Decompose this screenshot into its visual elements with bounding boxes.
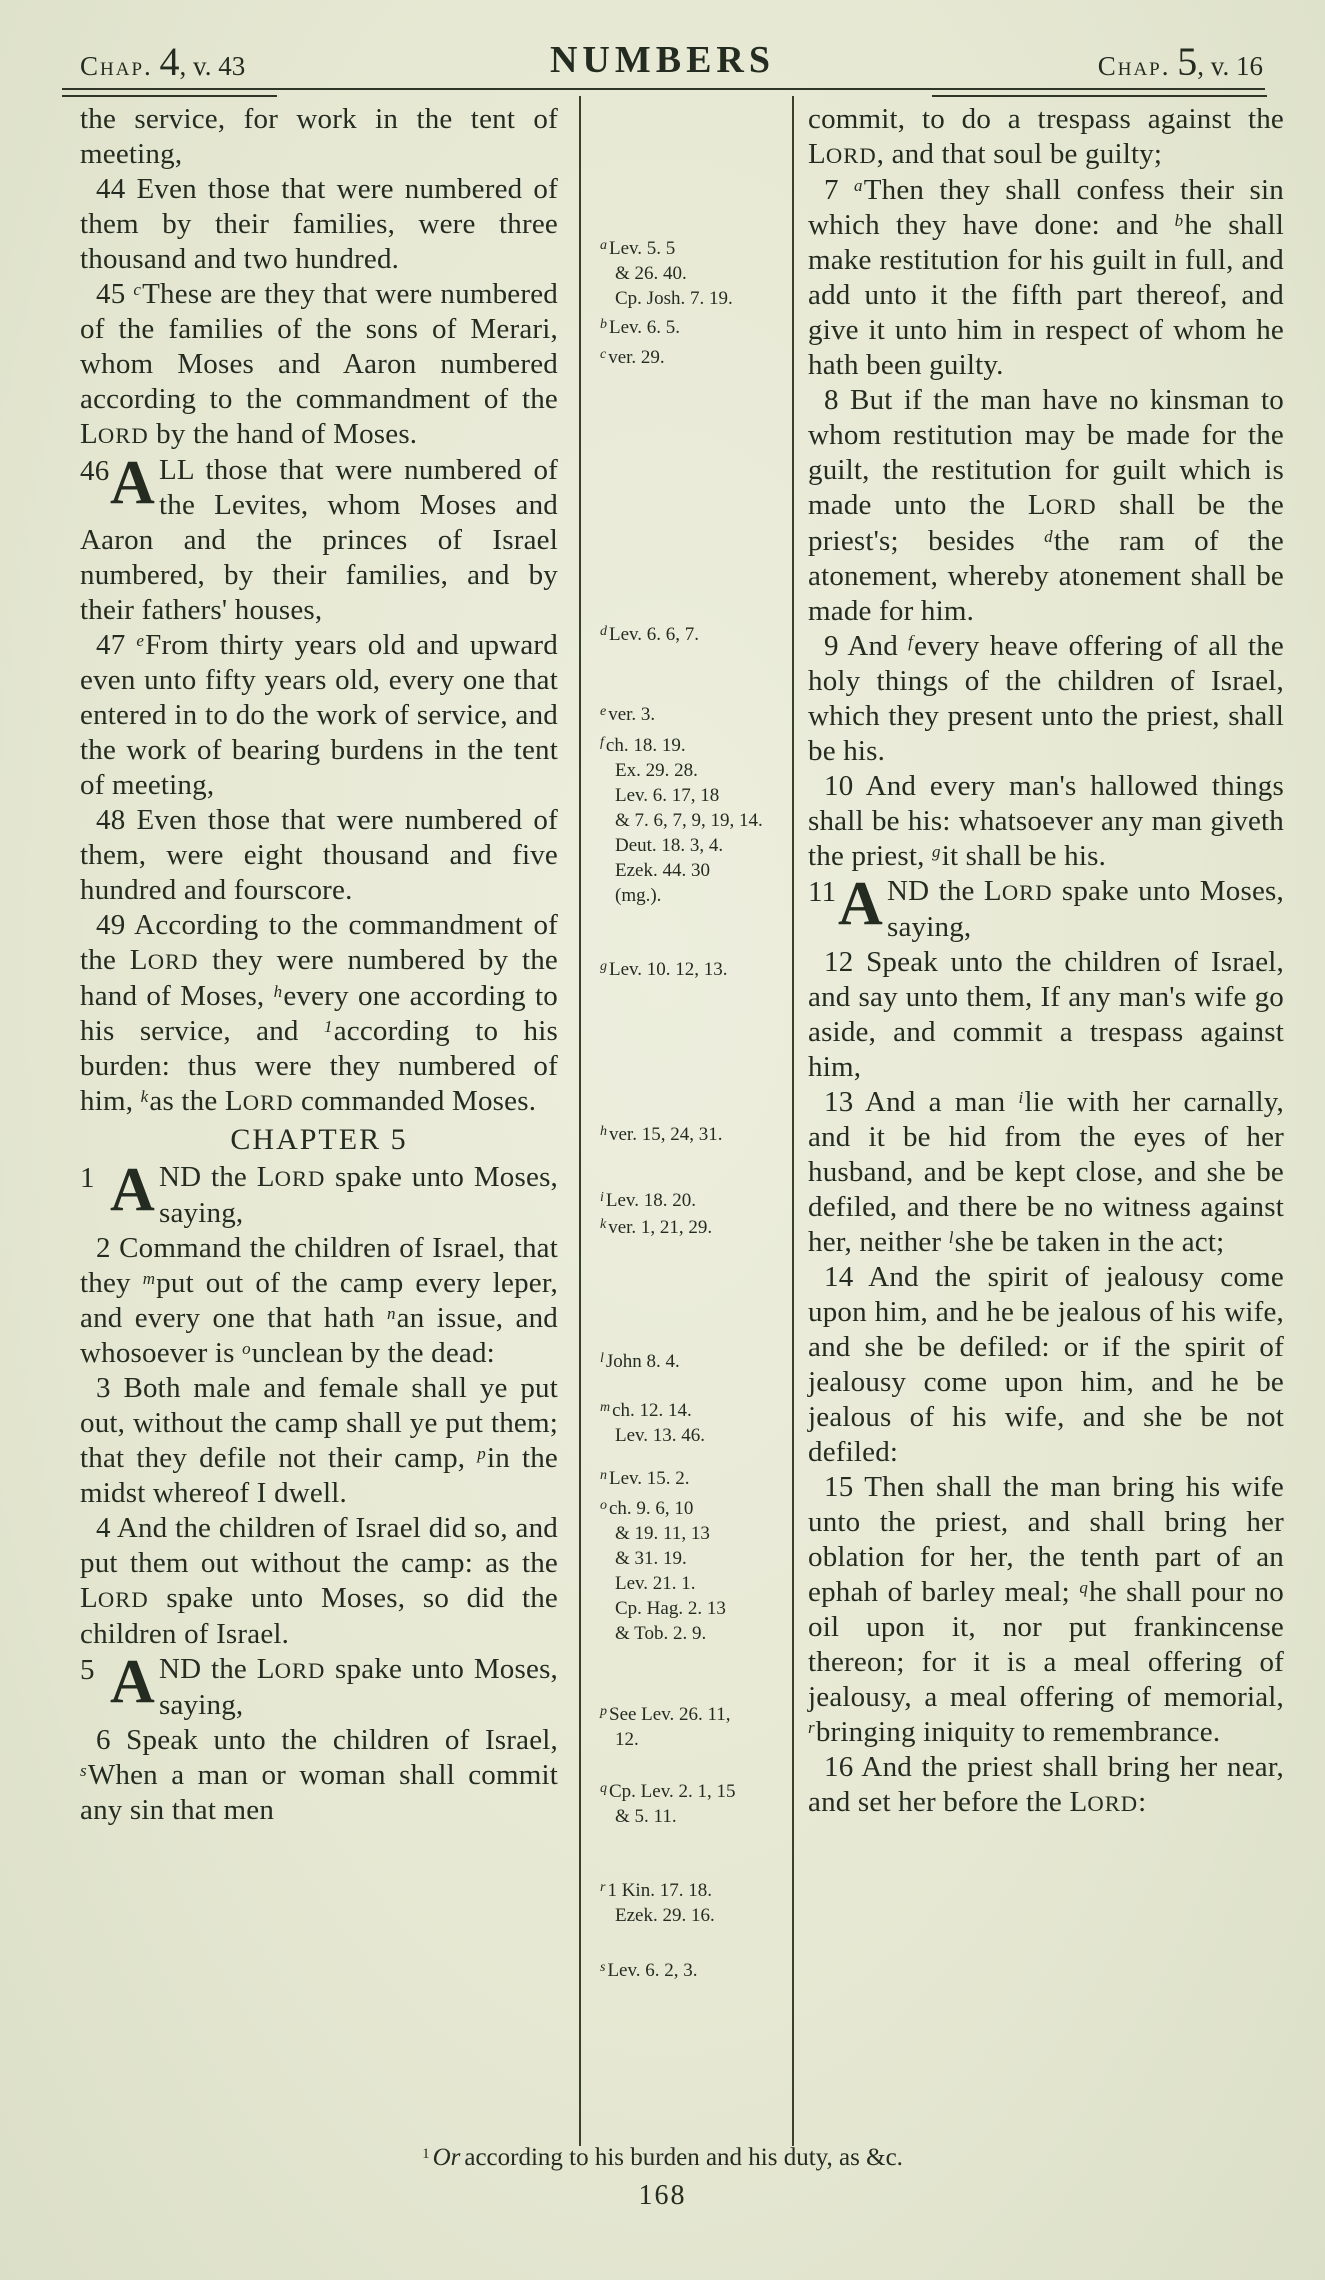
verse-number: 14 bbox=[824, 1261, 854, 1293]
reference-letter: h bbox=[600, 1124, 607, 1139]
verse-number: 12 bbox=[824, 946, 854, 978]
ref-mark: s bbox=[80, 1761, 87, 1780]
verse-paragraph: 15 Then shall the man bring his wife unto the priest, and shall bring her oblation for her, the tenth part of an ephah of barley meal; $^q$he shall pour no oil upon it, nor put frankincense thereon; for it is a meal offering of jealousy, a meal offering of memorial, $^r$bringing iniquity to remembrance. bbox=[808, 1471, 1284, 1748]
chap-label-right: Chap. bbox=[1097, 51, 1171, 81]
verse-number: 3 bbox=[96, 1372, 111, 1404]
lord-smallcaps: LORD bbox=[1027, 489, 1097, 521]
right-text-column bbox=[808, 102, 1284, 1821]
ref-mark: b bbox=[1174, 211, 1184, 230]
ref-mark: p bbox=[477, 1444, 486, 1463]
verse-number: 2 bbox=[96, 1232, 111, 1264]
verse-number: 8 bbox=[824, 384, 839, 416]
footnote-text: according to his burden and his duty, as &c. bbox=[464, 2144, 903, 2171]
reference-letter: c bbox=[600, 347, 607, 362]
verse-paragraph: 49 According to the commandment of the LORD they were numbered by the hand of Moses, $^h$every one according to his service, and $^1$according to his burden: thus were they numbered of him, $^k$as the LORD commanded Moses. bbox=[80, 909, 559, 1117]
ref-mark: q bbox=[1079, 1578, 1089, 1597]
lord-smallcaps: LORD bbox=[80, 1582, 149, 1614]
ref-mark: f bbox=[908, 632, 914, 651]
verse-number: 11 bbox=[808, 876, 837, 908]
drop-cap-letter: A bbox=[110, 1156, 155, 1224]
verse-paragraph: 1 A ND the LORD spake unto Moses, saying, bbox=[80, 1156, 559, 1229]
cross-reference: $^k$ ver. 1, 21, 29. bbox=[600, 1217, 713, 1238]
header-rule-segment-left bbox=[62, 95, 277, 97]
lord-smallcaps: LORD bbox=[80, 418, 149, 450]
ref-mark: n bbox=[386, 1304, 396, 1323]
book-title: NUMBERS bbox=[549, 39, 776, 81]
cross-reference: $^i$ Lev. 18. 20. bbox=[600, 1190, 696, 1211]
verse-paragraph: 48 Even those that were numbered of them, were eight thousand and five hundred and fourscore. bbox=[80, 804, 558, 906]
reference-letter: o bbox=[600, 1498, 607, 1513]
reference-letter: i bbox=[600, 1190, 604, 1205]
footnote bbox=[0, 2144, 1325, 2172]
verse-paragraph: 9 And $^f$every heave offering of all the holy things of the children of Israel, which they present unto the priest, shall be his. bbox=[808, 630, 1285, 767]
reference-letter: r bbox=[600, 1880, 606, 1895]
ref-mark: d bbox=[1044, 527, 1053, 546]
reference-letter: n bbox=[600, 1468, 607, 1483]
footnote-marker: 1 bbox=[422, 2146, 430, 2162]
ref-mark: i bbox=[1018, 1088, 1024, 1107]
verse-number: 47 bbox=[96, 629, 126, 661]
verse-paragraph: 8 But if the man have no kinsman to whom restitution may be made for the guilt, the restitution for guilt which is made unto the LORD shall be the priest's; besides $^d$the ram of the atonement, whereby atonement shall be made for him. bbox=[808, 384, 1284, 627]
ref-mark: r bbox=[808, 1718, 815, 1737]
verse-number: 10 bbox=[824, 770, 854, 802]
ref-mark: o bbox=[242, 1339, 251, 1358]
ref-mark: e bbox=[136, 631, 145, 650]
reference-letter: b bbox=[600, 317, 607, 332]
drop-cap-letter: A bbox=[838, 870, 883, 938]
verse-paragraph: 2 Command the children of Israel, that they $^m$put out of the camp every leper, and every one that hath $^n$an issue, and whosoever is $^o$unclean by the dead: bbox=[80, 1232, 559, 1369]
ref-mark: l bbox=[948, 1228, 954, 1247]
verse-paragraph: 45 $^c$These are they that were numbered of the families of the sons of Merari, whom Moses and Aaron numbered according to the commandment of the LORD by the hand of Moses. bbox=[80, 278, 558, 450]
verse-paragraph: 4 And the children of Israel did so, and put them out without the camp: as the LORD spake unto Moses, so did the children of Israel. bbox=[80, 1512, 558, 1650]
verse-number: 45 bbox=[96, 278, 126, 310]
chap-number-right: 5 bbox=[1177, 39, 1198, 84]
cross-reference: $^d$ Lev. 6. 6, 7. bbox=[600, 624, 700, 645]
verse-number: 44 bbox=[96, 173, 126, 205]
reference-letter: p bbox=[600, 1704, 607, 1719]
verse-number: 13 bbox=[824, 1086, 854, 1118]
drop-cap bbox=[80, 449, 155, 522]
verse-paragraph: 6 Speak unto the children of Israel, $^s$When a man or woman shall commit any sin that men bbox=[80, 1724, 558, 1826]
lord-smallcaps: LORD bbox=[1069, 1786, 1139, 1818]
drop-cap bbox=[80, 1156, 155, 1229]
cross-reference: $^o$ ch. 9. 6, 10 & 19. 11, 13 & 31. 19. Lev. 21. 1. Cp. Hag. 2. 13 & Tob. 2. 9. bbox=[600, 1498, 726, 1644]
drop-cap bbox=[808, 870, 883, 943]
cross-reference: $^r$ 1 Kin. 17. 18. Ezek. 29. 16. bbox=[600, 1880, 715, 1926]
verse-number: 5 bbox=[80, 1654, 95, 1686]
verse-number: 46 bbox=[80, 455, 110, 487]
lord-smallcaps: LORD bbox=[224, 1085, 294, 1117]
verse-paragraph: 10 And every man's hallowed things shall be his: whatsoever any man giveth the priest, $^g$it shall be his. bbox=[808, 770, 1284, 872]
header-rule-segment-right bbox=[932, 95, 1267, 97]
ref-mark: c bbox=[133, 280, 142, 299]
reference-letter: g bbox=[600, 959, 607, 974]
reference-letter: l bbox=[600, 1351, 604, 1366]
verse-number: 9 bbox=[824, 630, 839, 662]
verse-paragraph: 12 Speak unto the children of Israel, and say unto them, If any man's wife go aside, and commit a trespass against him, bbox=[808, 946, 1284, 1083]
verse-number: 1 bbox=[80, 1162, 95, 1194]
running-head-right bbox=[1097, 39, 1263, 84]
verse-paragraph: 44 Even those that were numbered of them by their families, were three thousand and two hundred. bbox=[80, 173, 558, 275]
reference-letter: e bbox=[600, 704, 607, 719]
footnote-lead: Or bbox=[432, 2144, 461, 2171]
cross-reference-column bbox=[600, 102, 778, 2148]
verse-ref-right: , v. 16 bbox=[1197, 51, 1263, 81]
verse-paragraph: 5 A ND the LORD spake unto Moses, saying, bbox=[80, 1648, 559, 1721]
drop-cap bbox=[80, 1648, 155, 1721]
column-divider-left bbox=[579, 96, 581, 2146]
verse-number: 6 bbox=[96, 1724, 111, 1756]
verse-paragraph: 16 And the priest shall bring her near, and set her before the LORD: bbox=[808, 1751, 1284, 1818]
verse-number: 7 bbox=[824, 174, 839, 206]
page-number: 168 bbox=[638, 2180, 687, 2211]
ref-mark: h bbox=[273, 982, 283, 1001]
lord-smallcaps: LORD bbox=[808, 138, 877, 170]
reference-letter: m bbox=[600, 1400, 611, 1415]
ref-mark: g bbox=[932, 842, 941, 861]
drop-cap-letter: A bbox=[110, 449, 155, 517]
verse-number: 4 bbox=[96, 1512, 111, 1544]
reference-letter: q bbox=[600, 1781, 607, 1796]
chapter-heading: CHAPTER 5 bbox=[230, 1123, 408, 1156]
ref-mark: k bbox=[140, 1087, 149, 1106]
ref-mark: 1 bbox=[324, 1017, 333, 1036]
cross-reference: $^h$ ver. 15, 24, 31. bbox=[600, 1124, 723, 1145]
cross-reference: $^e$ ver. 3. bbox=[600, 704, 656, 725]
verse-paragraph: 13 And a man $^i$lie with her carnally, and it be hid from the eyes of her husband, and be kept close, and she be defiled, and there be no witness against her, neither $^l$she be taken in the act; bbox=[808, 1086, 1284, 1258]
column-divider-right bbox=[792, 96, 794, 2146]
verse-number: 16 bbox=[824, 1751, 854, 1783]
verse-paragraph: the service, for work in the tent of meeting, bbox=[80, 103, 558, 170]
lord-smallcaps: LORD bbox=[129, 944, 199, 976]
reference-letter: d bbox=[600, 624, 607, 639]
cross-reference: $^s$ Lev. 6. 2, 3. bbox=[600, 1960, 698, 1981]
reference-letter: s bbox=[600, 1960, 606, 1975]
cross-reference: $^q$ Cp. Lev. 2. 1, 15 & 5. 11. bbox=[600, 1781, 736, 1827]
verse-ref-left: , v. 43 bbox=[179, 51, 246, 81]
header-rule bbox=[62, 88, 1265, 90]
chap-label-left: Chap. bbox=[80, 51, 153, 81]
cross-reference: $^a$ Lev. 5. 5 & 26. 40. Cp. Josh. 7. 19. bbox=[600, 238, 733, 309]
verse-paragraph: 11 A ND the LORD spake unto Moses, saying, bbox=[808, 870, 1284, 943]
ref-mark: m bbox=[142, 1269, 156, 1288]
cross-reference: $^p$ See Lev. 26. 11, 12. bbox=[600, 1704, 731, 1750]
verse-paragraph: 47 $^e$From thirty years old and upward even unto fifty years old, every one that entered in to do the work of service, and the work of bearing burdens in the tent of meeting, bbox=[80, 629, 558, 801]
cross-reference: $^b$ Lev. 6. 5. bbox=[600, 317, 681, 338]
cross-reference: $^l$ John 8. 4. bbox=[600, 1351, 680, 1372]
lord-smallcaps: LORD bbox=[256, 1653, 326, 1685]
verse-paragraph: 46 A LL those that were numbered of the Levites, whom Moses and Aaron and the princes of Israel numbered, by their families, and by their fathers' houses, bbox=[80, 449, 558, 626]
reference-letter: f bbox=[600, 735, 604, 750]
verse-number: 15 bbox=[824, 1471, 854, 1503]
cross-reference: $^n$ Lev. 15. 2. bbox=[600, 1468, 690, 1489]
reference-letter: k bbox=[600, 1217, 607, 1232]
left-text-column bbox=[80, 102, 558, 1828]
cross-reference: $^c$ ver. 29. bbox=[600, 347, 665, 368]
cross-reference: $^f$ ch. 18. 19. Ex. 29. 28. Lev. 6. 17, 18 & 7. 6, 7, 9, 19, 14. Deut. 18. 3, 4. Ezek. 44. 30 (mg.). bbox=[600, 735, 763, 906]
verse-paragraph: 14 And the spirit of jealousy come upon him, and he be jealous of his wife, and she be defiled: or if the spirit of jealousy come upon him, and he be jealous of his wife, and she be not defiled: bbox=[808, 1261, 1284, 1468]
cross-reference: $^m$ ch. 12. 14. Lev. 13. 46. bbox=[600, 1400, 706, 1446]
verse-paragraph: 7 $^a$Then they shall confess their sin which they have done: and $^b$he shall make restitution for his guilt in full, and add unto it the fifth part thereof, and give it unto him in respect of whom he hath been guilty. bbox=[808, 174, 1285, 381]
verse-paragraph: 3 Both male and female shall ye put out, without the camp shall ye put them; that they defile not their camp, $^p$in the midst whereof I dwell. bbox=[80, 1372, 559, 1509]
chap-number-left: 4 bbox=[159, 39, 180, 84]
verse-number: 49 bbox=[96, 909, 126, 941]
cross-reference: $^g$ Lev. 10. 12, 13. bbox=[600, 959, 728, 980]
ref-mark: a bbox=[854, 176, 863, 195]
reference-letter: a bbox=[600, 238, 607, 253]
lord-smallcaps: LORD bbox=[256, 1161, 326, 1193]
verse-number: 48 bbox=[96, 804, 126, 836]
drop-cap-letter: A bbox=[110, 1648, 155, 1716]
verse-paragraph: commit, to do a trespass against the LORD, and that soul be guilty; bbox=[808, 103, 1284, 170]
lord-smallcaps: LORD bbox=[983, 875, 1053, 907]
